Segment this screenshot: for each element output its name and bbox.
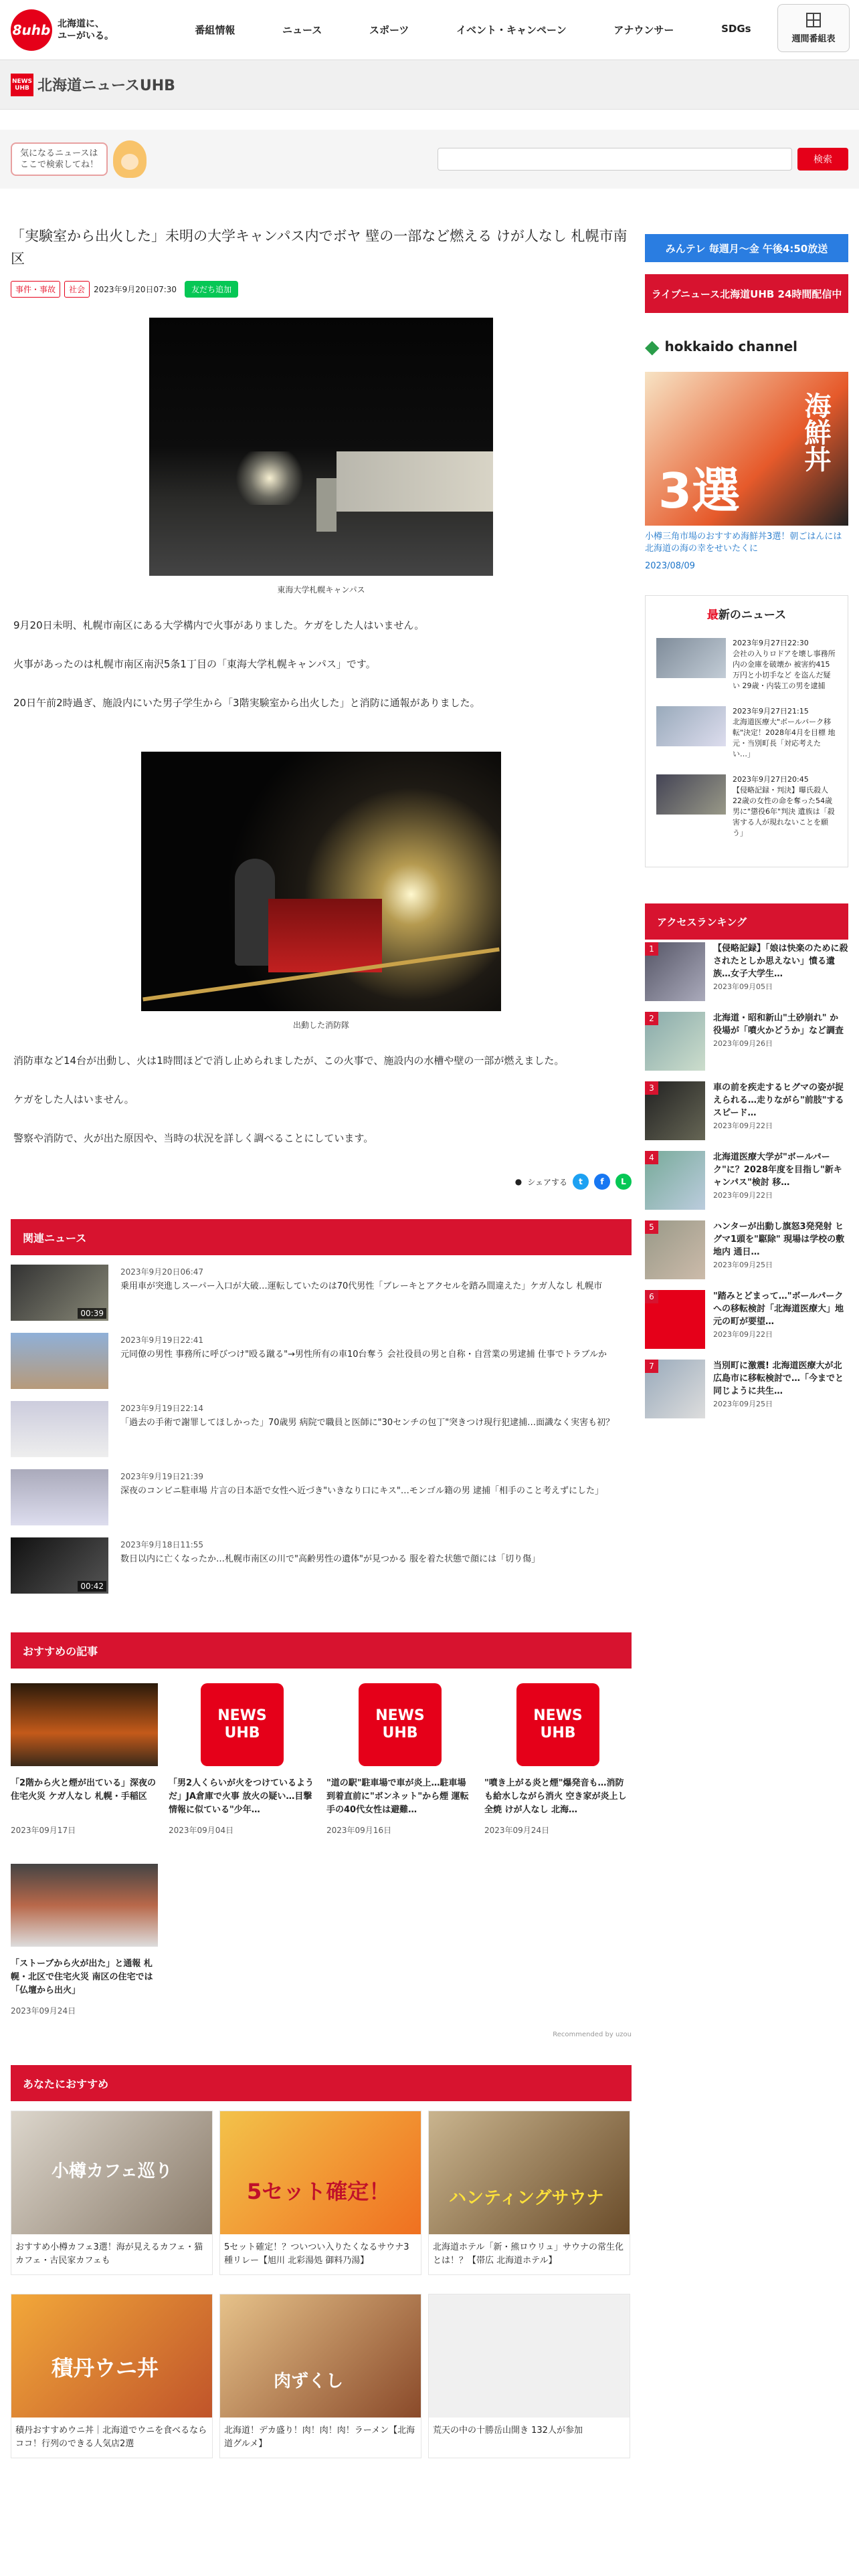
related-title: 元同僚の男性 事務所に呼びつけ"殴る蹴る"→男性所有の車10台奪う 会社役員の男と自称・自営業の男逮捕 仕事でトラブルか	[120, 1350, 607, 1360]
campus-sign-wall	[337, 451, 493, 512]
ranking-thumb	[645, 1290, 705, 1349]
hokkaido-channel-icon: ◆	[645, 335, 660, 358]
ranking-thumb	[645, 942, 705, 1001]
recommended-date: 2023年09月24日	[484, 1826, 550, 1835]
article-meta	[11, 281, 632, 298]
latest-thumb	[656, 706, 726, 746]
recommended-card[interactable]	[11, 1864, 158, 2018]
recommended-title: 「2階から火と煙が出ている」深夜の住宅火災 ケガ人なし 札幌・手稲区	[11, 1778, 157, 1802]
for-you-grid	[11, 2111, 632, 2458]
hokkaido-channel-logo[interactable]	[645, 326, 848, 366]
latest-date: 2023年9月27日22:30	[733, 639, 809, 647]
nav-item-programs[interactable]: 番組情報	[195, 24, 235, 36]
speech-bubble-icon: ●	[514, 1177, 522, 1186]
nav-item-events[interactable]: イベント・キャンペーン	[456, 24, 567, 36]
for-you-title: 積丹おすすめウニ丼｜北海道でウニを食べるならココ！行列のできる人気店2選	[15, 2426, 207, 2449]
share-label: シェアする	[527, 1177, 567, 1187]
photo-1-caption: 東海大学札幌キャンパス	[277, 585, 365, 595]
ranking-body	[713, 1290, 848, 1357]
ranking-title: 北海道・昭和新山"土砂崩れ" か 役場が「噴火かどうか」など調査	[713, 1013, 844, 1036]
ranking-thumb	[645, 1220, 705, 1279]
list-item[interactable]	[11, 1469, 632, 1537]
hokkaido-channel-feature-image[interactable]	[645, 372, 848, 526]
ranking-thumb	[645, 1081, 705, 1140]
latest-news-heading	[656, 605, 837, 622]
related-title: 数日以内に亡くなったか…札幌市南区の川で"高齢男性の遺体"が見つかる 服を着た状態で顔には「切り傷」	[120, 1554, 541, 1564]
site-logo[interactable]	[11, 9, 171, 51]
feature-date: 2023/08/09	[645, 561, 695, 571]
latest-heading-accent: 最	[706, 609, 719, 622]
for-you-thumb-text: 小樽カフェ巡り	[52, 2161, 173, 2181]
search-hint-line-1: 気になるニュースは	[20, 148, 98, 158]
rank-badge: 2	[645, 1012, 658, 1025]
ranking-body	[713, 1081, 848, 1148]
rank-badge: 1	[645, 942, 658, 956]
main-column	[11, 225, 632, 2458]
for-you-title: おすすめ小樽カフェ3選！海が見えるカフェ・猫カフェ・古民家カフェも	[15, 2242, 203, 2266]
related-body	[120, 1469, 603, 1499]
for-you-thumb	[11, 2111, 212, 2234]
list-item[interactable]	[645, 1220, 848, 1287]
related-news-heading: 関連ニュース	[11, 1219, 632, 1255]
ranking-title: ハンターが出動し旗怒3発発射 ヒグマ1頭を"駆除" 現場は学校の敷地内 通日…	[713, 1222, 845, 1257]
related-date: 2023年9月18日11:55	[120, 1540, 204, 1549]
list-item[interactable]	[645, 1151, 848, 1218]
recommended-title: 「男2人くらいが火をつけているようだ」JA倉庫で火事 放火の疑い…目撃情報に似ている"少年…	[169, 1778, 314, 1815]
ranking-thumb	[645, 1360, 705, 1418]
recommended-card[interactable]	[326, 1683, 474, 1837]
latest-title: 北海道医療大"ボールパーク移転"決定！2028年4月を目標 地元・当別町長「対応考えたい…」	[733, 718, 836, 758]
firefighters-night-photo	[141, 752, 501, 1011]
search-band	[0, 130, 859, 189]
for-you-title: 荒天の中の十勝岳山開き 132人が参加	[433, 2426, 583, 2436]
related-news-list	[11, 1265, 632, 1606]
for-you-card[interactable]	[219, 2111, 421, 2275]
ranking-date: 2023年09月26日	[713, 1039, 773, 1048]
recommended-date: 2023年09月16日	[326, 1826, 392, 1835]
ranking-date: 2023年09月05日	[713, 982, 773, 991]
gate-wall	[316, 478, 337, 532]
tag-incident[interactable]: 事件・事故	[11, 281, 60, 298]
recommended-title: 「ストーブから火が出た」と通報 札幌・北区で住宅火災 南区の住宅では「仏壇から出火」	[11, 1959, 153, 1996]
for-you-thumb-text: 5セット確定！	[247, 2179, 391, 2204]
latest-thumb	[656, 774, 726, 815]
video-duration: 00:42	[78, 1581, 106, 1592]
feature-vertical-text: 海鮮丼	[800, 392, 831, 472]
paragraph: 警察や消防で、火が出た原因や、当時の状況を詳しく調べることにしています。	[13, 1132, 374, 1144]
for-you-thumb	[429, 2111, 630, 2234]
tagline-line-2: ユーがいる。	[58, 30, 114, 41]
for-you-thumb	[220, 2294, 421, 2418]
twitter-share-icon[interactable]: t	[573, 1174, 589, 1190]
tag-society[interactable]: 社会	[64, 281, 90, 298]
nav-item-sports[interactable]: スポーツ	[369, 24, 409, 36]
paragraph: ケガをした人はいません。	[13, 1093, 134, 1105]
related-title: 深夜のコンビニ駐車場 片言の日本語で女性へ近づき"いきなり口にキス"…モンゴル籍の男 逮捕「相手のこと考えずにした」	[120, 1486, 603, 1496]
list-item[interactable]	[645, 1012, 848, 1079]
hokkaido-channel-label: hokkaido channel	[664, 338, 797, 354]
list-item[interactable]	[11, 1401, 632, 1469]
facebook-share-icon[interactable]: f	[594, 1174, 610, 1190]
latest-title: 【侵略記録・判決】曝氏殺人 22歳の女性の命を奪った54歳男に"懲役6年"判決 遺族は「殺害する人が現れないことを願う」	[733, 786, 835, 837]
for-you-card[interactable]	[428, 2294, 630, 2458]
article-photo-2	[11, 752, 632, 1031]
logo-tagline	[58, 18, 114, 42]
nav-item-announcers[interactable]: アナウンサー	[613, 24, 674, 36]
list-item[interactable]	[645, 1081, 848, 1148]
site-header	[0, 0, 859, 60]
rank-badge: 6	[645, 1290, 658, 1303]
for-you-title: 北海道！デカ盛り！肉！肉！肉！ラーメン【北海道グルメ】	[224, 2426, 415, 2449]
latest-title: 会社の入りロドアを壊し事務所内の金庫を破壊か 被害約415万円と小切手など を盗んだ疑い 29歳・内装工の男を逮捕	[733, 649, 836, 690]
list-item[interactable]	[645, 1360, 848, 1426]
ranking-body	[713, 1360, 848, 1426]
related-title: 「過去の手術で謝罪してほしかった」70歳男 病院で職員と医師に"30センチの包丁"突きつけ現行犯逮捕…面識なく実害も初？	[120, 1418, 615, 1428]
tv-guide-button[interactable]	[777, 4, 850, 52]
campus-night-photo	[149, 318, 493, 576]
nav-item-sdgs[interactable]: SDGs	[721, 23, 751, 35]
for-you-section	[11, 2065, 632, 2458]
news-uhb-logo: NEWS UHB	[359, 1683, 442, 1766]
paragraph: 火事があったのは札幌市南区南沢5条1丁目の「東海大学札幌キャンパス」です。	[13, 658, 376, 670]
rank-badge: 5	[645, 1220, 658, 1234]
ranking-date: 2023年09月22日	[713, 1330, 773, 1339]
related-body	[120, 1401, 614, 1430]
search-button[interactable]: 検索	[797, 148, 848, 171]
sidebar	[645, 225, 848, 2458]
related-date: 2023年9月20日06:47	[120, 1267, 204, 1277]
ranking-body	[713, 1220, 848, 1287]
recommended-date: 2023年09月24日	[11, 2006, 76, 2016]
related-date: 2023年9月19日22:14	[120, 1404, 204, 1413]
news-uhb-logo: NEWS UHB	[201, 1683, 284, 1766]
latest-body	[733, 706, 837, 760]
recommended-thumb	[326, 1683, 474, 1766]
list-item[interactable]	[656, 706, 837, 760]
recommended-title: "道の駅"駐車場で車が炎上…駐車場到着直前に"ボンネット"から煙 運転手の40代女性は避難…	[326, 1778, 469, 1815]
tv-guide-label: 週間番組表	[791, 33, 836, 44]
banner-live-news[interactable]: ライブニュース北海道UHB 24時間配信中	[645, 274, 848, 313]
recommended-date: 2023年09月04日	[169, 1826, 234, 1835]
recommended-grid	[11, 1683, 632, 2018]
line-share-icon[interactable]: L	[615, 1174, 632, 1190]
ranking-body	[713, 942, 848, 1009]
for-you-thumb-text: ハンティングサウナ	[449, 2188, 604, 2208]
global-nav	[171, 23, 775, 37]
list-item[interactable]	[11, 1333, 632, 1401]
list-item[interactable]	[656, 638, 837, 691]
ranking-title: 【侵略記録】「娘は快楽のために殺されたとしか思えない」憤る遺族…女子大学生…	[713, 944, 848, 979]
search-hint-bubble	[11, 142, 108, 176]
recommended-date: 2023年09月17日	[11, 1826, 76, 1835]
recommended-title: "噴き上がる炎と煙"爆発音も…消防も給水しながら消火 空き家が炎上し全焼 けが人なし 北海…	[484, 1778, 627, 1815]
search-form	[438, 148, 848, 171]
share-bar	[11, 1174, 632, 1190]
streetlight-glow	[229, 451, 310, 505]
ranking-list	[645, 942, 848, 1426]
paragraph: 消防車など14台が出動し、火は1時間ほどで消し止められましたが、この火事で、施設内の水槽や壁の一部が燃えました。	[13, 1055, 565, 1067]
recommended-card[interactable]	[169, 1683, 316, 1837]
for-you-title: 5セット確定！？ついつい入りたくなるサウナ3種リレー【旭川 北彩湯処 御料乃湯】	[224, 2242, 409, 2266]
for-you-thumb	[429, 2294, 630, 2418]
ranking-body	[713, 1151, 848, 1218]
related-thumb	[11, 1469, 108, 1525]
ranking-title: 当別町に激震! 北海道医療大が北広島市に移転検討で…「今までと同じように共生…	[713, 1361, 844, 1396]
list-item[interactable]	[656, 774, 837, 839]
ranking-date: 2023年09月25日	[713, 1400, 773, 1408]
related-body	[120, 1265, 602, 1294]
ranking-thumb	[645, 1151, 705, 1210]
rank-badge: 7	[645, 1360, 658, 1373]
for-you-card[interactable]	[11, 2294, 213, 2458]
for-you-title: 北海道ホテル「新・熊ロウリュ」サウナの常生化とは！？【帯広 北海道ホテル】	[433, 2242, 624, 2266]
list-item[interactable]	[645, 1290, 848, 1357]
rank-badge: 4	[645, 1151, 658, 1164]
list-item[interactable]	[11, 1537, 632, 1606]
for-you-heading: あなたにおすすめ	[11, 2065, 632, 2101]
recommended-thumb-photo	[11, 1683, 158, 1766]
latest-thumb	[656, 638, 726, 678]
news-uhb-badge: NEWS UHB	[11, 74, 33, 96]
for-you-thumb	[11, 2294, 212, 2418]
recommended-section	[11, 1632, 632, 2038]
related-news-section	[11, 1219, 632, 1606]
recommended-thumb	[169, 1683, 316, 1766]
ranking-title: 車の前を疾走するヒグマの姿が捉えられる…走りながら"前肢"するスピード…	[713, 1083, 844, 1118]
ranking-date: 2023年09月25日	[713, 1261, 773, 1269]
latest-body	[733, 774, 837, 839]
ranking-title: "踏みとどまって…"ボールパークへの移転検討「北海道医療大」地元の町が要望…	[713, 1291, 844, 1327]
for-you-thumb	[220, 2111, 421, 2234]
ranking-thumb	[645, 1012, 705, 1071]
for-you-card[interactable]	[219, 2294, 421, 2458]
article-body-2	[11, 1052, 632, 1147]
related-body	[120, 1333, 607, 1362]
video-duration: 00:39	[78, 1308, 106, 1319]
rank-badge: 3	[645, 1081, 658, 1095]
related-thumb	[11, 1537, 108, 1594]
ranking-body	[713, 1012, 848, 1079]
fire-truck	[268, 899, 382, 972]
feature-big-text: 3選	[658, 463, 741, 519]
for-you-card[interactable]	[428, 2111, 630, 2275]
article-date: 2023年9月20日07:30	[94, 285, 177, 294]
recommended-thumb	[484, 1683, 632, 1766]
for-you-thumb-text: 積丹ウニ丼	[52, 2355, 159, 2381]
list-item[interactable]	[645, 942, 848, 1009]
calendar-grid-icon	[806, 13, 821, 27]
mascot-character-icon	[113, 140, 147, 178]
related-thumb	[11, 1265, 108, 1321]
photo-2-caption: 出動した消防隊	[292, 1021, 349, 1030]
news-subbrand-bar	[0, 60, 859, 110]
content-wrapper	[0, 225, 859, 2458]
related-title: 乗用車が突進しスーパー入口が大破…運転していたのは70代男性「ブレーキとアクセルを踏み間違えた」ケガ人なし 札幌市	[120, 1281, 603, 1291]
latest-date: 2023年9月27日20:45	[733, 775, 809, 784]
paragraph: 20日午前2時過ぎ、施設内にいた男子学生から「3階実験室から出火した」と消防に通報がありました。	[13, 697, 480, 709]
recommended-heading: おすすめの記事	[11, 1632, 632, 1669]
list-item[interactable]	[11, 1265, 632, 1333]
ranking-heading: アクセスランキング	[645, 903, 848, 940]
related-date: 2023年9月19日22:41	[120, 1335, 204, 1345]
for-you-thumb-text: 肉ずくし	[274, 2371, 344, 2391]
line-add-friend-button[interactable]: 友だち追加	[185, 281, 238, 298]
paragraph: 9月20日未明、札幌市南区にある大学構内で火事がありました。ケガをした人はいません。	[13, 619, 425, 631]
feature-caption[interactable]: 小樽三角市場のおすすめ海鮮丼3選！朝ごはんには北海道の海の幸をせいたくに	[645, 532, 842, 554]
uhb-logo-mark: 8uhb	[11, 9, 52, 51]
article-photo-1	[11, 318, 632, 595]
news-subbrand-title[interactable]: 北海道ニュースUHB	[37, 78, 175, 94]
recommended-thumb-photo	[11, 1864, 158, 1947]
latest-date: 2023年9月27日21:15	[733, 707, 809, 716]
related-thumb	[11, 1401, 108, 1457]
recommended-card[interactable]	[484, 1683, 632, 1837]
nav-item-news[interactable]: ニュース	[282, 24, 322, 36]
latest-heading-text: 新のニュース	[718, 609, 787, 622]
search-input[interactable]	[438, 148, 792, 171]
search-hint-line-2: ここで検索してね！	[20, 160, 99, 170]
latest-body	[733, 638, 837, 691]
banner-minnatele[interactable]: みんテレ 毎週月〜金 午後4:50放送	[645, 234, 848, 262]
for-you-card[interactable]	[11, 2111, 213, 2275]
article-title: 「実験室から出火した」未明の大学キャンパス内でボヤ 壁の一部など燃える けが人なし 札幌市南区	[11, 228, 628, 267]
ranking-title: 北海道医療大学が"ボールパーク"に？2028年度を目指し"新キャンパス"検討 移…	[713, 1152, 842, 1188]
recommended-card[interactable]	[11, 1683, 158, 1837]
tagline-line-1: 北海道に、	[58, 18, 104, 29]
article-body-1	[11, 617, 632, 712]
related-thumb	[11, 1333, 108, 1389]
recommendation-credit: Recommended by uzou	[553, 2031, 632, 2038]
ranking-date: 2023年09月22日	[713, 1121, 773, 1130]
latest-news-box	[645, 595, 848, 867]
ranking-date: 2023年09月22日	[713, 1191, 773, 1200]
related-body	[120, 1537, 540, 1567]
news-uhb-logo: NEWS UHB	[516, 1683, 599, 1766]
related-date: 2023年9月19日21:39	[120, 1472, 204, 1481]
